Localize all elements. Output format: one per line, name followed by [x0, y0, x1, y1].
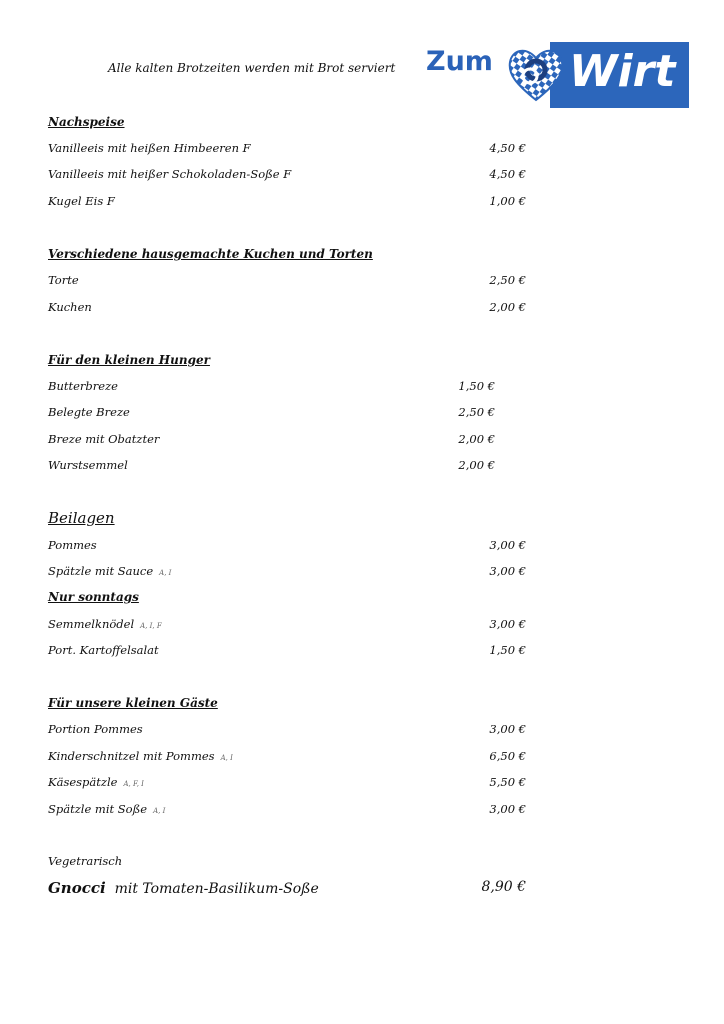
section-title-beilagen: Beilagen — [48, 509, 115, 527]
menu-item — [48, 749, 233, 763]
menu-item — [48, 802, 165, 816]
subsection-title-nur-sonntags: Nur sonntags — [48, 590, 139, 604]
menu-price: 5,50 € — [489, 775, 526, 789]
menu-item: Belegte Breze — [48, 405, 130, 419]
allergen-codes: A, F, I — [123, 780, 144, 788]
restaurant-logo — [424, 42, 689, 108]
allergen-codes: A, I — [153, 807, 166, 815]
menu-item: Breze mit Obatzter — [48, 432, 160, 446]
menu-item: Wurstsemmel — [48, 458, 128, 472]
item-name: Kinderschnitzel mit Pommes — [48, 749, 215, 763]
menu-price: 4,50 € — [489, 167, 526, 181]
menu-price: 2,00 € — [458, 458, 495, 472]
bread-note: Alle kalten Brotzeiten werden mit Brot serviert — [108, 61, 396, 75]
item-name-bold: Gnocci — [48, 879, 106, 897]
logo-text-zum: Zum — [426, 46, 493, 77]
item-name: Semmelknödel — [48, 617, 135, 631]
menu-item — [48, 564, 171, 578]
menu-price: 1,50 € — [489, 643, 526, 657]
vegetarian-price: 8,90 € — [481, 879, 526, 895]
section-title-nachspeise: Nachspeise — [48, 115, 125, 129]
menu-item — [48, 617, 162, 631]
item-name: Spätzle mit Sauce — [48, 564, 154, 578]
section-title-kleine-gaeste: Für unsere kleinen Gäste — [48, 696, 218, 710]
section-title-kleiner-hunger: Für den kleinen Hunger — [48, 353, 210, 367]
menu-price: 1,50 € — [458, 379, 495, 393]
menu-item: Torte — [48, 273, 79, 287]
menu-item: Kuchen — [48, 300, 92, 314]
allergen-codes: A, I — [220, 754, 233, 762]
section-title-kuchen: Verschiedene hausgemachte Kuchen und Torten — [48, 247, 373, 261]
allergen-codes: A, I — [159, 569, 172, 577]
menu-item: Butterbreze — [48, 379, 118, 393]
menu-item: Portion Pommes — [48, 722, 143, 736]
item-name: Käsespätzle — [48, 775, 118, 789]
menu-item: Vanilleeis mit heißer Schokoladen-Soße F — [48, 167, 292, 181]
menu-price: 3,00 € — [489, 802, 526, 816]
menu-item: Pommes — [48, 538, 97, 552]
vegetarian-item — [48, 879, 319, 897]
menu-item — [48, 775, 144, 789]
menu-price: 1,00 € — [489, 194, 526, 208]
menu-item: Vanilleeis mit heißen Himbeeren F — [48, 141, 251, 155]
menu-price: 6,50 € — [489, 749, 526, 763]
menu-price: 2,50 € — [489, 273, 526, 287]
allergen-codes: A, I, F — [140, 622, 162, 630]
vegetarian-label: Vegetrarisch — [48, 854, 123, 868]
menu-item: Port. Kartoffelsalat — [48, 643, 159, 657]
menu-price: 3,00 € — [489, 617, 526, 631]
item-name: Spätzle mit Soße — [48, 802, 148, 816]
menu-price: 3,00 € — [489, 722, 526, 736]
menu-price: 4,50 € — [489, 141, 526, 155]
menu-price: 3,00 € — [489, 564, 526, 578]
logo-text-wirt: Wirt — [569, 46, 676, 97]
menu-item: Kugel Eis F — [48, 194, 115, 208]
menu-price: 2,50 € — [458, 405, 495, 419]
menu-price: 2,00 € — [489, 300, 526, 314]
bavarian-heart-icon — [506, 44, 566, 102]
item-name-rest: mit Tomaten-Basilikum-Soße — [114, 881, 319, 897]
menu-price: 2,00 € — [458, 432, 495, 446]
menu-price: 3,00 € — [489, 538, 526, 552]
